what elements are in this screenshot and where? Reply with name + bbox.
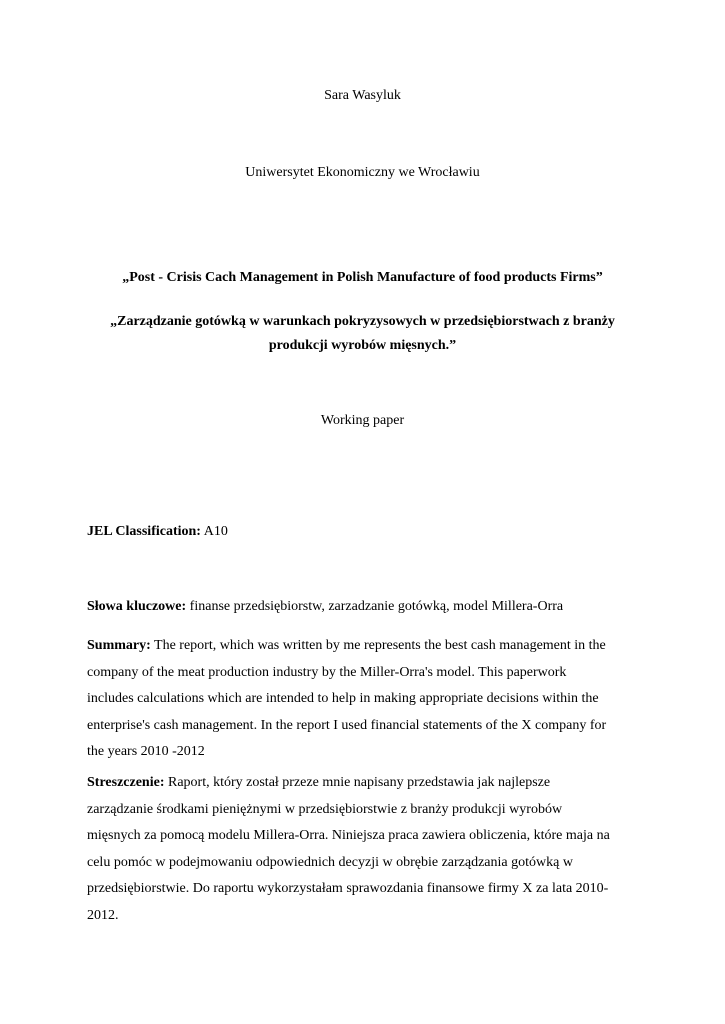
streszczenie-line-2: zarządzanie środkami pieniężnymi w przedsiębiorstwie z branży produkcji wyrobów [87, 801, 563, 817]
streszczenie-line-1-text: Raport, który został przeze mnie napisany przedstawia jak najlepsze [167, 775, 551, 790]
keywords-paragraph [87, 597, 647, 616]
jel-classification [87, 522, 647, 541]
summary-label: Summary: [87, 638, 151, 653]
streszczenie-line-3: mięsnych za pomocą modelu Millera-Orra. Niniejsza praca zawiera obliczenia, które maja na [87, 828, 610, 843]
author-name: Sara Wasyluk [324, 88, 401, 103]
keywords-label: Słowa kluczowe: [87, 599, 187, 614]
jel-label: JEL Classification: [87, 524, 201, 539]
polish-title-line-1: „Zarządzanie gotówką w warunkach pokryzysowych w przedsiębiorstwach z branży [110, 314, 615, 329]
summary-line-2: company of the meat production industry by the Miller-Orra's model. This paperwork [87, 664, 567, 680]
summary-line-4: enterprise's cash management. In the report I used financial statements of the X company for [87, 717, 607, 733]
summary-line-5: the years 2010 -2012 [87, 744, 205, 759]
streszczenie-paragraph [87, 770, 647, 929]
summary-line-1-text: The report, which was written by me represents the best cash management in the [154, 638, 606, 653]
jel-value: A10 [203, 524, 228, 539]
institution-name: Uniwersytet Ekonomiczny we Wrocławiu [245, 165, 480, 180]
polish-title [80, 310, 645, 358]
streszczenie-line-5: przedsiębiorstwie. Do raportu wykorzystałam sprawozdania finansowe firmy X za lata 2010- [87, 881, 609, 896]
streszczenie-label: Streszczenie: [87, 775, 165, 790]
polish-title-line-2: produkcji wyrobów mięsnych.” [268, 338, 457, 353]
streszczenie-line-1 [87, 770, 647, 797]
summary-line-3: includes calculations which are intended to help in making appropriate decisions within the [87, 691, 599, 706]
working-paper-label: Working paper [320, 413, 405, 428]
keywords-value: finanse przedsiębiorstw, zarzadzanie gotówką, model Millera-Orra [189, 599, 564, 614]
streszczenie-line-6: 2012. [87, 907, 119, 923]
summary-paragraph [87, 633, 647, 766]
streszczenie-line-4: celu pomóc w podejmowaniu odpowiednich decyzji w obrębie zarządzania gotówką w [87, 854, 573, 870]
english-title: „Post - Crisis Cach Management in Polish Manufacture of food products Firms” [122, 270, 603, 285]
summary-line-1 [87, 633, 647, 660]
